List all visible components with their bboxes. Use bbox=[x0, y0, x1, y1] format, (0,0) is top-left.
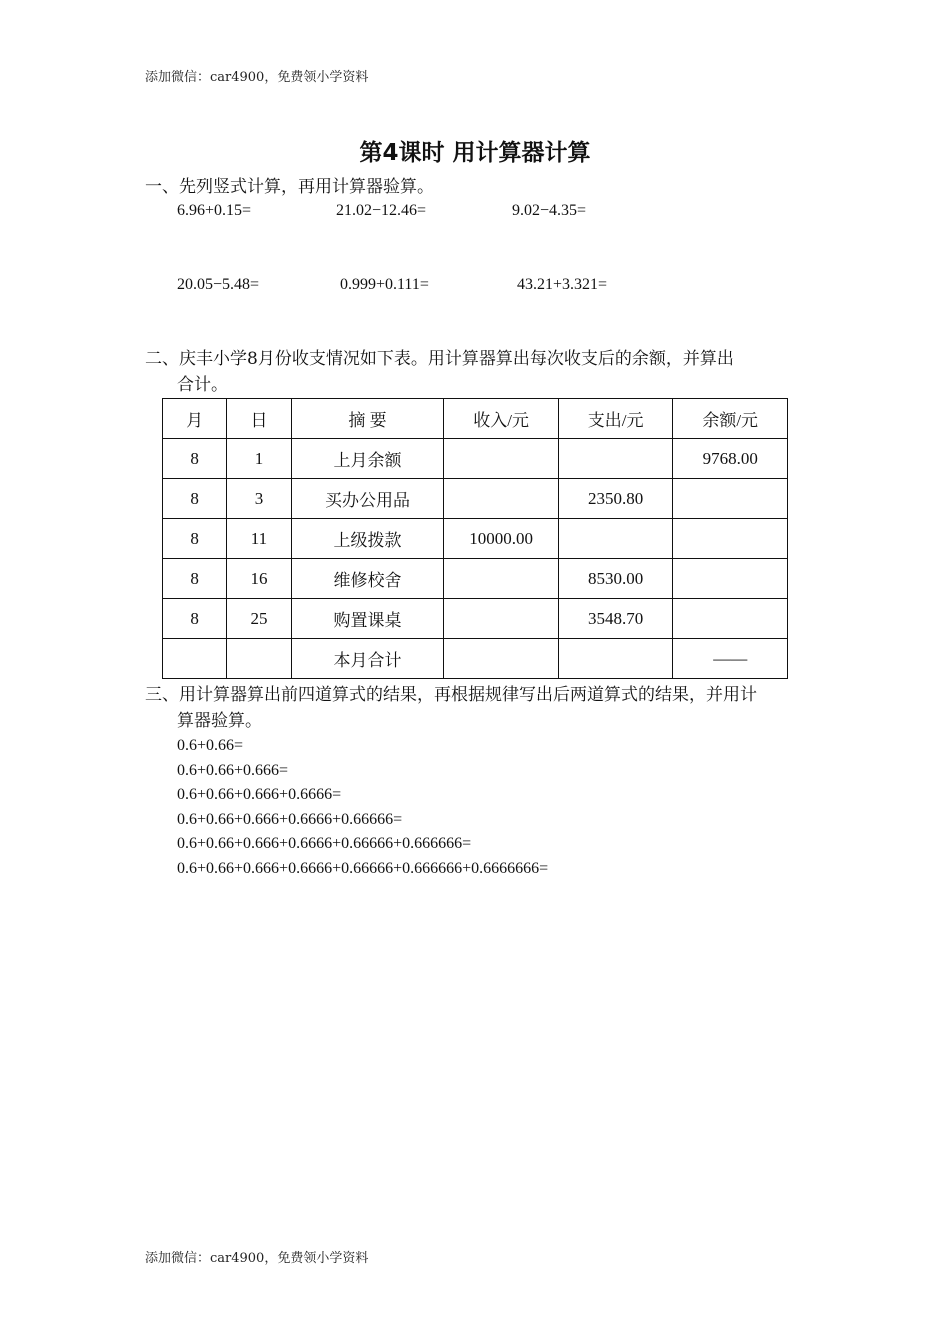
table-row bbox=[163, 519, 788, 559]
table-cell: 11 bbox=[227, 519, 291, 559]
section-2-heading bbox=[145, 346, 820, 398]
header-month: 月 bbox=[163, 399, 227, 439]
ledger-table bbox=[162, 398, 788, 679]
table-cell bbox=[558, 519, 673, 559]
table-cell: 16 bbox=[227, 559, 291, 599]
table-cell: 2350.80 bbox=[558, 479, 673, 519]
watermark-top: 添加微信：car4900，免费领小学资料 bbox=[145, 70, 369, 85]
expression: 0.6+0.66+0.666+0.6666+0.66666+0.666666= bbox=[177, 835, 472, 852]
table-cell: 本月合计 bbox=[291, 639, 444, 679]
section-2-heading-line2: 合计。 bbox=[177, 375, 228, 395]
watermark-bottom: 添加微信：car4900，免费领小学资料 bbox=[145, 1251, 369, 1266]
table-cell bbox=[558, 439, 673, 479]
table-cell bbox=[444, 599, 559, 639]
table-cell: 8 bbox=[163, 559, 227, 599]
expression: 0.6+0.66+0.666= bbox=[177, 761, 289, 779]
table-cell: 维修校舍 bbox=[291, 559, 444, 599]
table-row bbox=[163, 599, 788, 639]
table-cell: 3548.70 bbox=[558, 599, 673, 639]
table-cell: 10000.00 bbox=[444, 519, 559, 559]
header-day: 日 bbox=[227, 399, 291, 439]
expression: 0.6+0.66+0.666+0.6666= bbox=[177, 786, 342, 803]
table-cell bbox=[673, 559, 788, 599]
header-income: 收入/元 bbox=[444, 399, 559, 439]
section-3-heading-line2: 算器验算。 bbox=[177, 711, 262, 731]
table-cell: 购置课桌 bbox=[291, 599, 444, 639]
table-row bbox=[163, 439, 788, 479]
expression: 0.6+0.66+0.666+0.6666+0.66666+0.666666+0.6666666= bbox=[177, 859, 549, 877]
table-cell: 买办公用品 bbox=[291, 479, 444, 519]
problem-2: 21.02−12.46= bbox=[336, 202, 427, 219]
table-cell: —— bbox=[673, 639, 788, 679]
table-row bbox=[163, 559, 788, 599]
table-cell: 上级拨款 bbox=[291, 519, 444, 559]
table-row bbox=[163, 479, 788, 519]
section-3-heading bbox=[145, 682, 820, 734]
table-cell: 9768.00 bbox=[673, 439, 788, 479]
problem-6: 43.21+3.321= bbox=[517, 276, 608, 293]
problem-5: 0.999+0.111= bbox=[340, 276, 429, 293]
table-cell bbox=[673, 519, 788, 559]
table-cell bbox=[673, 479, 788, 519]
table-cell bbox=[444, 479, 559, 519]
table-cell: 3 bbox=[227, 479, 291, 519]
problem-1: 6.96+0.15= bbox=[177, 202, 252, 219]
page-title: 第4课时 用计算器计算 bbox=[359, 140, 591, 166]
problem-4: 20.05−5.48= bbox=[177, 276, 260, 293]
table-cell: 8530.00 bbox=[558, 559, 673, 599]
table-cell bbox=[673, 599, 788, 639]
problem-3: 9.02−4.35= bbox=[512, 202, 587, 219]
table-cell: 8 bbox=[163, 599, 227, 639]
table-cell bbox=[558, 639, 673, 679]
table-cell: 25 bbox=[227, 599, 291, 639]
table-total-row bbox=[163, 639, 788, 679]
expression: 0.6+0.66+0.666+0.6666+0.66666= bbox=[177, 810, 403, 828]
section-1-heading: 一、先列竖式计算，再用计算器验算。 bbox=[145, 177, 434, 197]
expression-list bbox=[177, 734, 548, 881]
table-cell: 上月余额 bbox=[291, 439, 444, 479]
table-cell: 8 bbox=[163, 439, 227, 479]
header-expense: 支出/元 bbox=[558, 399, 673, 439]
table-cell bbox=[163, 639, 227, 679]
table-cell bbox=[444, 439, 559, 479]
header-summary: 摘 要 bbox=[291, 399, 444, 439]
table-cell bbox=[444, 559, 559, 599]
table-cell bbox=[444, 639, 559, 679]
header-balance: 余额/元 bbox=[673, 399, 788, 439]
table-header-row bbox=[163, 399, 788, 439]
section-2-heading-line1: 二、庆丰小学8月份收支情况如下表。用计算器算出每次收支后的余额，并算出 bbox=[145, 349, 734, 369]
table-cell bbox=[227, 639, 291, 679]
table-cell: 1 bbox=[227, 439, 291, 479]
expression: 0.6+0.66= bbox=[177, 737, 244, 754]
table-cell: 8 bbox=[163, 479, 227, 519]
section-3-heading-line1: 三、用计算器算出前四道算式的结果，再根据规律写出后两道算式的结果，并用计 bbox=[145, 685, 757, 705]
table-cell: 8 bbox=[163, 519, 227, 559]
